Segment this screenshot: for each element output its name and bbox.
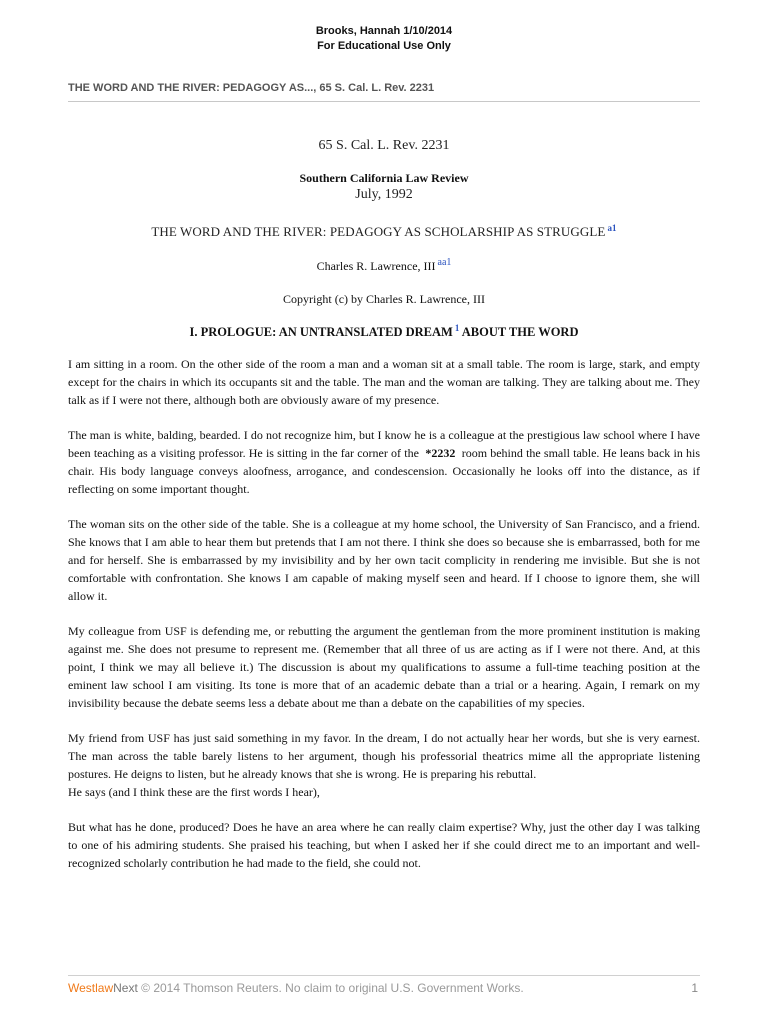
- article-title: [68, 224, 700, 240]
- paragraph-5: [68, 729, 700, 801]
- copyright-line: Copyright (c) by Charles R. Lawrence, III: [283, 292, 485, 306]
- star-page-marker: *2232: [425, 446, 456, 460]
- article-body: [68, 355, 700, 889]
- paragraph-2-part2: room behind the small table. He leans back in his chair. His body language conveys aloofness, arrogance, and condescension. Occasionally he looks off into the distance, as if reflecting on some important thought.: [68, 446, 701, 496]
- section-heading-part1: I. PROLOGUE: AN UNTRANSLATED DREAM: [189, 325, 453, 339]
- page-number: 1: [691, 981, 698, 995]
- paragraph-2: [68, 426, 700, 498]
- header-divider: [68, 101, 700, 102]
- section-heading: [68, 325, 700, 340]
- banner-user-date: Brooks, Hannah 1/10/2014: [315, 25, 453, 37]
- document-banner: [0, 24, 768, 54]
- journal-name: Southern California Law Review: [299, 171, 469, 185]
- paragraph-1: I am sitting in a room. On the other side of the room a man and a woman sit at a small table. The room is large, stark, and empty except for the chairs in which its occupants sit and the table. The man and the woman are talking. They are talking about me. They talk as if I were not there, although both are obviously aware of my presence.: [68, 357, 700, 407]
- author-line: [68, 259, 700, 274]
- paragraph-2-part1: The man is white, balding, bearded. I do not recognize him, but I know he is a colleague at the prestigious law school where I have been teaching as a visiting professor. He is sitting in the far corner of the: [68, 428, 700, 460]
- logo-next: Next: [113, 981, 138, 995]
- author-footnote-link[interactable]: aa1: [437, 257, 452, 268]
- paragraph-3: The woman sits on the other side of the table. She is a colleague at my home school, the University of San Francisco, and a friend. She knows that I am able to hear them but pretends that I am not there. I think she does so because she is embarrassed, both for me and for herself. She is embarrassed by my invisibility and by her own tacit complicity in rendering me invisible. But she is not comfortable with confrontation. She knows I am capable of making myself seen and heard. If I choose to ignore them, she will allow it.: [68, 517, 700, 603]
- author-name: Charles R. Lawrence, III: [316, 259, 436, 273]
- page-footer: [68, 981, 700, 995]
- citation: 65 S. Cal. L. Rev. 2231: [318, 138, 450, 153]
- paragraph-5-text: My friend from USF has just said something in my favor. In the dream, I do not actually hear her words, but she is very earnest. The man across the table barely listens to her argument, though his professorial theatrics mime all the appropriate listening postures. He deigns to listen, but he already knows that she is wrong. He is preparing his rebuttal.: [68, 731, 700, 781]
- section-heading-part2: ABOUT THE WORD: [461, 325, 579, 339]
- running-head: THE WORD AND THE RIVER: PEDAGOGY AS..., 65 S. Cal. L. Rev. 2231: [68, 82, 435, 94]
- copyright-notice: © 2014 Thomson Reuters. No claim to original U.S. Government Works.: [141, 981, 524, 995]
- footer-divider: [68, 975, 700, 976]
- westlaw-next-logo: [68, 981, 138, 995]
- banner-usage-note: For Educational Use Only: [317, 40, 451, 52]
- title-footnote-link[interactable]: a1: [607, 223, 617, 233]
- paragraph-5-quote-intro: He says (and I think these are the first words I hear),: [68, 785, 320, 799]
- paragraph-4: My colleague from USF is defending me, or rebutting the argument the gentleman from the more prominent institution is making against me. She does not presume to represent me. (Remember that all three of us are acting as if I were not there. And, at this point, I think we may all believe it.) The discussion is about my qualifications to assume a full-time teaching position at the eminent law school I am visiting. Its tone is more that of an academic debate than a trial or a hearing. Again, I remark on my invisibility because the debate seems less a debate about me than a debate on the capabilities of my species.: [68, 624, 700, 710]
- paragraph-6: But what has he done, produced? Does he have an area where he can really claim expertise? Why, just the other day I was talking to one of his admiring students. She praised his teaching, but when I asked her if she could direct me to an important and well-recognized scholarly contribution he had made to the field, she could not.: [68, 820, 700, 870]
- logo-westlaw: Westlaw: [68, 981, 114, 995]
- publication-date: July, 1992: [355, 187, 413, 202]
- heading-footnote-link[interactable]: 1: [454, 323, 460, 333]
- article-title-text: THE WORD AND THE RIVER: PEDAGOGY AS SCHOLARSHIP AS STRUGGLE: [151, 224, 606, 239]
